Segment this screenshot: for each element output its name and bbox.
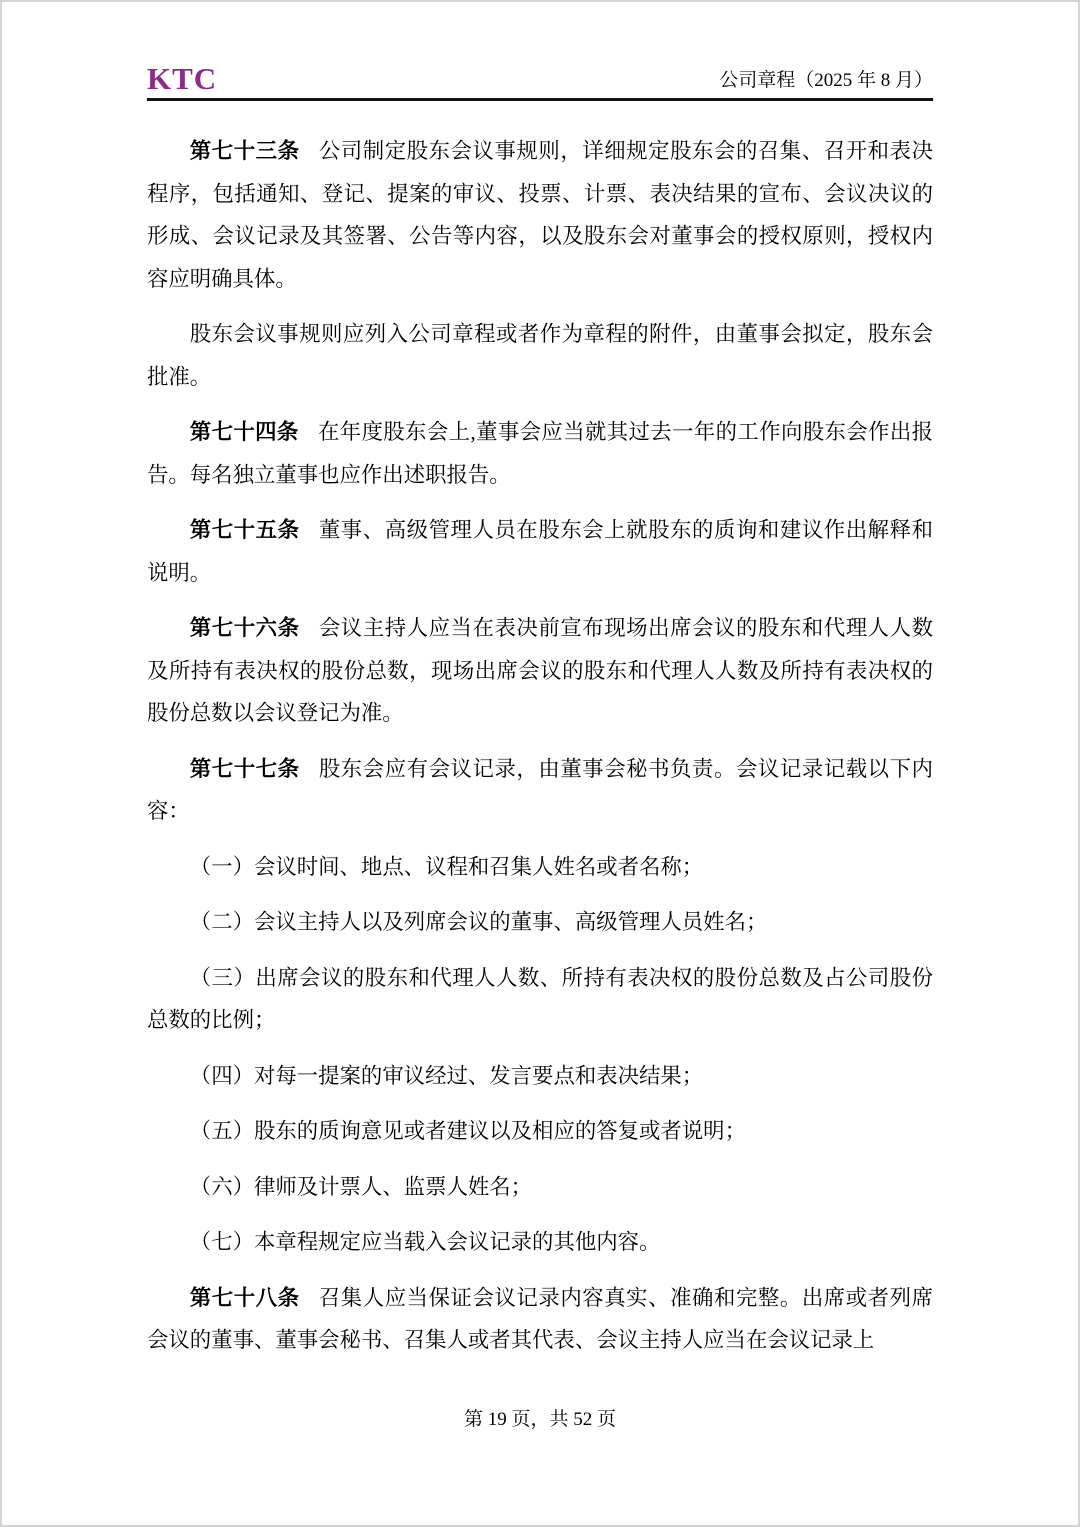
article-paragraph: 第七十三条 公司制定股东会议事规则，详细规定股东会的召集、召开和表决程序，包括通知、登记、提案的审议、投票、计票、表决结果的宣布、会议决议的形成、会议记录及其签署、公告等内容，以及股东会对董事会的授权原则，授权内容应明确具体。 [147,139,933,291]
list-item: （一）会议时间、地点、议程和召集人姓名或者名称； [189,854,704,879]
list-item: （二）会议主持人以及列席会议的董事、高级管理人员姓名； [189,910,768,934]
page-footer [2,1407,1078,1433]
document-body [147,130,933,1375]
article-paragraph: 第七十八条 召集人应当保证会议记录内容真实、准确和完整。出席或者列席会议的董事、董事会秘书、召集人或者其代表、会议主持人应当在会议记录上 [147,1285,933,1352]
article-paragraph: 第七十四条 在年度股东会上,董事会应当就其过去一年的工作向股东会作出报告。每名独立董事也应作出述职报告。 [147,420,933,487]
article-number: 第七十五条 [189,518,300,542]
article-paragraph: 第七十六条 会议主持人应当在表决前宣布现场出席会议的股东和代理人人数及所持有表决权的股份总数，现场出席会议的股东和代理人人数及所持有表决权的股份总数以会议登记为准。 [147,616,933,725]
article-paragraph: 第七十五条 董事、高级管理人员在股东会上就股东的质询和建议作出解释和说明。 [147,518,933,585]
article-number: 第七十四条 [189,420,299,444]
header-document-title: 公司章程（2025 年 8 月） [719,70,933,91]
article-number: 第七十三条 [189,139,300,163]
list-item: （五）股东的质询意见或者建议以及相应的答复或者说明； [189,1119,746,1143]
article-number: 第七十七条 [189,756,300,781]
article-number: 第七十六条 [189,616,300,640]
article-paragraph: 第七十七条 股东会应有会议记录，由董事会秘书负责。会议记录记载以下内容： [147,756,933,823]
body-paragraph: 股东会议事规则应列入公司章程或者作为章程的附件，由董事会拟定，股东会批准。 [147,322,933,389]
article-number: 第七十八条 [189,1285,300,1310]
list-item: （七）本章程规定应当载入会议记录的其他内容。 [189,1230,661,1254]
company-logo: KTC [147,61,218,96]
list-item: （六）律师及计票人、监票人姓名； [189,1174,533,1199]
page-number: 第 19 页，共 52 页 [463,1409,616,1430]
list-item: （四）对每一提案的审议经过、发言要点和表决结果； [189,1063,704,1088]
page-header [147,62,933,101]
list-item: （三）出席会议的股东和代理人人数、所持有表决权的股份总数及占公司股份总数的比例； [147,965,933,1032]
